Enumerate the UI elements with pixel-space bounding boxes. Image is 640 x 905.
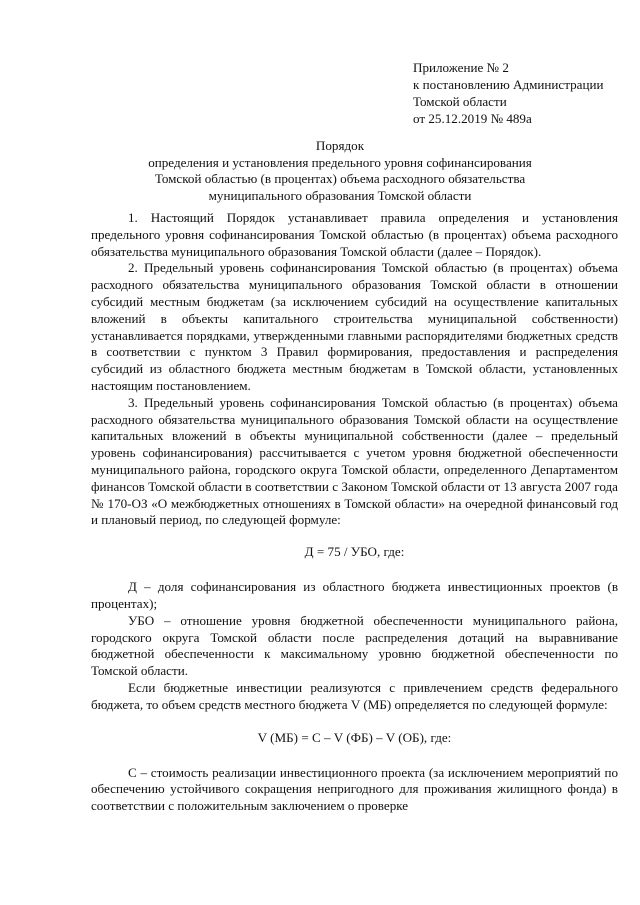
paragraph-definition-c: С – стоимость реализации инвестиционного проекта (за исключением мероприятий по обеспечению устойчивого сокращения непригодного для проживания жилищного фонда) в соответствии с положительным заключением о проверке xyxy=(91,764,618,814)
paragraph-federal-funds: Если бюджетные инвестиции реализуются с привлечением средств федерального бюджета, то объем средств местного бюджета V (МБ) определяется по следующей формуле: xyxy=(91,679,618,712)
paragraph-1: 1. Настоящий Порядок устанавливает правила определения и установления предельного уровня софинансирования Томской областью (в процентах) объема расходного обязательства муниципального образования Томской области (далее – Порядок). xyxy=(91,210,618,259)
formula-share: Д = 75 / УБО, где: xyxy=(304,544,405,560)
paragraph-definition-d: Д – доля софинансирования из областного бюджета инвестиционных проектов (в процентах); xyxy=(91,579,618,611)
document-title xyxy=(90,138,590,204)
appendix-header xyxy=(413,59,628,127)
appendix-date: от 25.12.2019 № 489а xyxy=(413,111,532,126)
document-body xyxy=(91,210,618,815)
appendix-region: Томской области xyxy=(413,94,507,109)
paragraph-3: 3. Предельный уровень софинансирования Томской областью (в процентах) объема расходного обязательства муниципального образования Томской области на осуществление капитальных вложений в объекты муниципальной собственности (далее – предельный уровень софинансирования) рассчитывается с учетом уровня бюджетной обеспеченности муниципального района, городского округа Томской области, определенного Департаментом финансов Томской области в соответствии с Законом Томской области от 13 августа 2007 года № 170-ОЗ «О межбюджетных отношениях в Томской области» на очередной финансовый год и плановый период, по следующей формуле: xyxy=(91,394,618,528)
formula-local-budget: V (МБ) = С – V (ФБ) – V (ОБ), где: xyxy=(257,729,452,745)
title-line-1: Порядок xyxy=(315,138,365,153)
title-line-3: Томской областью (в процентах) объема расходного обязательства xyxy=(154,171,526,186)
appendix-reference: к постановлению Администрации xyxy=(413,77,604,92)
title-line-4: муниципального образования Томской области xyxy=(208,187,472,203)
appendix-number: Приложение № 2 xyxy=(413,60,509,75)
paragraph-2: 2. Предельный уровень софинансирования Томской областью (в процентах) объема расходного обязательства муниципального образования Томской области в отношении субсидий местным бюджетам (за исключением субсидий на осуществление капитальных вложений в объекты капитального строительства муниципальной собственности) устанавливается порядками, утвержденными главными распорядителями бюджетных средств в соответствии с пунктом 3 Правил формирования, предоставления и распределения субсидий из областного бюджета местным бюджетам в Томской области, установленных настоящим постановлением. xyxy=(91,260,618,393)
paragraph-definition-ubo: УБО – отношение уровня бюджетной обеспеченности муниципального района, городского округа Томской области после распределения дотаций на выравнивание бюджетной обеспеченности к максимальному уровню бюджетной обеспеченности по Томской области. xyxy=(91,612,618,679)
title-line-2: определения и установления предельного уровня софинансирования xyxy=(148,154,532,170)
